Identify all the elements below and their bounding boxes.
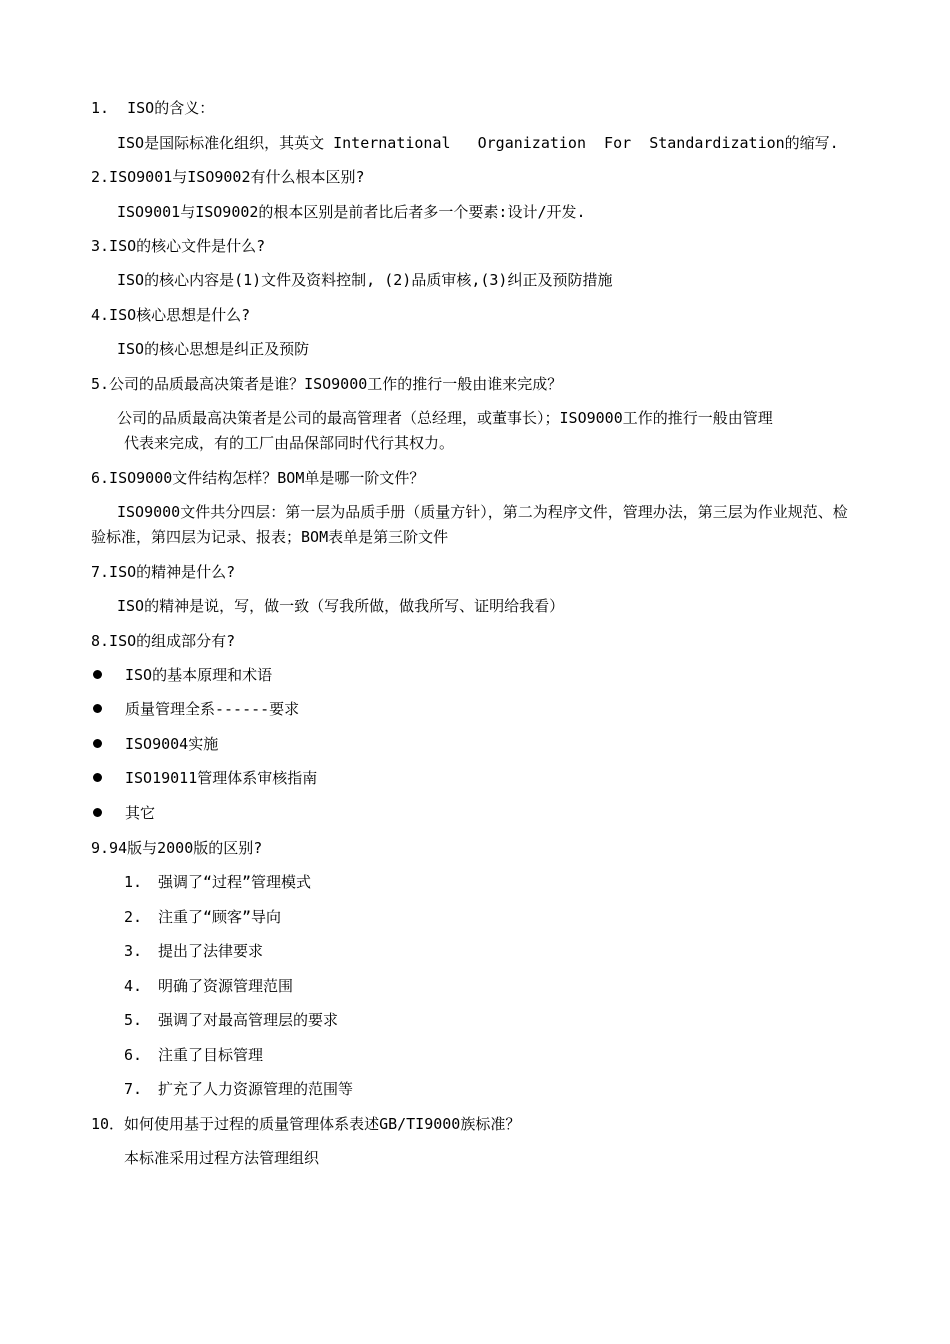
answer-3: ISO的核心内容是(1)文件及资料控制, (2)品质审核,(3)纠正及预防措施 [117,271,613,289]
list-item-text: 强调了“过程”管理模式 [158,873,312,891]
question-5: 5.公司的品质最高决策者是谁？ISO9000工作的推行一般由谁来完成？ [91,375,563,393]
list-item-text: 注重了目标管理 [158,1046,264,1064]
list-item-text: 质量管理全系------要求 [125,700,300,718]
list-item-number: 4. [124,977,143,995]
answer-5-line-1: 公司的品质最高决策者是公司的最高管理者（总经理，或董事长）；ISO9000工作的推行一般由管理 [117,409,773,427]
question-10: 10．如何使用基于过程的质量管理体系表述GB/TI9000族标准？ [91,1115,521,1133]
bullet-dot [93,739,102,748]
question-7: 7.ISO的精神是什么? [91,563,236,581]
list-item-text: 提出了法律要求 [158,942,264,960]
list-item-text: 扩充了人力资源管理的范围等 [158,1080,354,1098]
list-item-text: 明确了资源管理范围 [158,977,294,995]
list-item-number: 6. [124,1046,143,1064]
answer-1: ISO是国际标准化组织，其英文 International Organization For Standardization的缩写. [117,134,839,152]
list-item-text: 其它 [125,804,156,822]
bullet-dot [93,670,102,679]
bullet-dot [93,808,102,817]
question-2: 2.ISO9001与ISO9002有什么根本区别? [91,168,365,186]
answer-4: ISO的核心思想是纠正及预防 [117,340,310,358]
answer-7: ISO的精神是说，写，做一致（写我所做，做我所写、证明给我看） [117,597,565,615]
list-item-text: 强调了对最高管理层的要求 [158,1011,339,1029]
list-item-number: 2. [124,908,143,926]
answer-2: ISO9001与ISO9002的根本区别是前者比后者多一个要素:设计/开发. [117,203,586,221]
bullet-dot [93,773,102,782]
list-item-text: ISO的基本原理和术语 [125,666,273,684]
answer-10: 本标准采用过程方法管理组织 [124,1149,320,1167]
list-item-text: ISO19011管理体系审核指南 [125,769,318,787]
list-item-number: 7. [124,1080,143,1098]
list-item-number: 1. [124,873,143,891]
answer-6: ISO9000文件共分四层：第一层为品质手册（质量方针），第二为程序文件，管理办法，第三层为作业规范、检验标准，第四层为记录、报表；BOM表单是第三阶文件 [91,503,848,546]
question-3: 3.ISO的核心文件是什么? [91,237,266,255]
bullet-dot [93,704,102,713]
question-4: 4.ISO核心思想是什么? [91,306,251,324]
answer-5-line-2: 代表来完成，有的工厂由品保部同时代行其权力。 [124,434,455,452]
question-8: 8.ISO的组成部分有? [91,632,236,650]
question-6: 6.ISO9000文件结构怎样？BOM单是哪一阶文件？ [91,469,425,487]
list-item-text: 注重了“顾客”导向 [158,908,282,926]
list-item-number: 5. [124,1011,143,1029]
question-9: 9.94版与2000版的区别? [91,839,263,857]
list-item-number: 3. [124,942,143,960]
question-1: 1. ISO的含义： [91,99,215,117]
list-item-text: ISO9004实施 [125,735,219,753]
